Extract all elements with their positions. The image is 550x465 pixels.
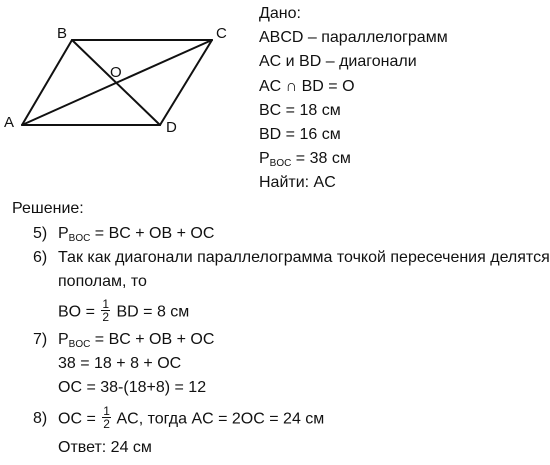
step5-formula	[58, 222, 214, 246]
given-block	[259, 2, 448, 196]
vertex-label-a: A	[4, 114, 15, 131]
fraction-one-half	[102, 405, 111, 430]
step6-line2: пополам, то	[58, 273, 147, 290]
perimeter-value: = 38 см	[291, 150, 351, 168]
parallelogram-diagram	[0, 0, 250, 145]
formula-text: BO =	[58, 303, 100, 321]
perimeter-subscript: BOC	[68, 339, 91, 350]
perimeter-symbol: P	[58, 225, 69, 242]
formula-text: AC, тогда AC = 2OC = 24 см	[112, 410, 325, 428]
step-number: 5)	[33, 225, 48, 242]
fraction-denominator: 2	[102, 310, 110, 324]
fraction-numerator: 1	[103, 404, 110, 418]
formula-text: = BC + OB + OC	[90, 225, 215, 242]
step-number: 8)	[33, 410, 48, 427]
vertex-label-d: D	[166, 119, 177, 136]
given-find: Найти: AC	[259, 174, 336, 192]
fraction-one-half	[101, 298, 110, 323]
side-ab	[22, 40, 72, 125]
vertex-label-c: C	[216, 25, 227, 42]
parallelogram-figure	[0, 0, 250, 145]
step-number: 6)	[33, 249, 48, 266]
perimeter-subscript: BOC	[68, 233, 91, 244]
step7-formula	[58, 328, 214, 352]
fraction-numerator: 1	[102, 297, 110, 311]
formula-text: OC =	[58, 410, 101, 428]
given-line: BD = 16 см	[259, 126, 341, 144]
given-line: AC ∩ BD = O	[259, 77, 355, 95]
side-cd	[160, 40, 212, 125]
step8-formula	[58, 404, 325, 432]
perimeter-symbol: P	[259, 150, 270, 168]
step-number: 7)	[33, 331, 48, 348]
intersection-label-o: O	[110, 64, 122, 81]
solution-heading: Решение:	[12, 200, 84, 217]
given-line: AC и BD – диагонали	[259, 53, 417, 71]
step7-line2: 38 = 18 + 8 + OC	[58, 355, 182, 372]
fraction-denominator: 2	[103, 417, 110, 431]
perimeter-subscript: BOC	[269, 158, 292, 170]
step6-line1: Так как диагонали параллелограмма точкой пересечения делятся	[58, 249, 550, 266]
vertex-label-b: B	[57, 25, 68, 42]
given-title: Дано:	[259, 5, 301, 22]
given-perimeter	[259, 147, 448, 171]
formula-text: BD = 8 см	[112, 303, 190, 321]
step7-line3: OC = 38-(18+8) = 12	[58, 379, 207, 396]
given-line: BC = 18 см	[259, 101, 341, 119]
formula-text: = BC + OB + OC	[90, 331, 215, 348]
answer-line: Ответ: 24 см	[58, 439, 152, 456]
diagonal-bd	[72, 40, 160, 125]
step6-formula	[58, 297, 190, 325]
perimeter-symbol: P	[58, 331, 69, 348]
given-line: ABCD – параллелограмм	[259, 29, 448, 47]
